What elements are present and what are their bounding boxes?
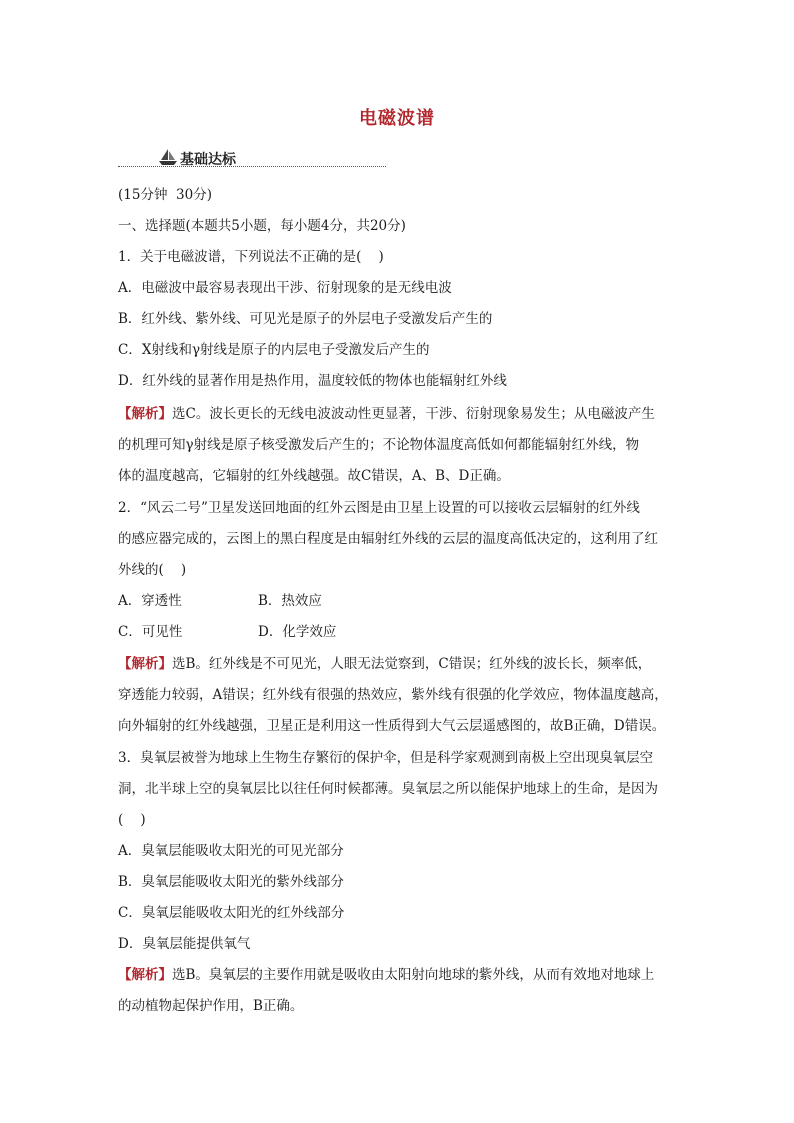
q3-analysis-line: 的动植物起保护作用，B正确。 [118, 998, 304, 1014]
q2-analysis-line: 【解析】选B。红外线是不可见光，人眼无法觉察到，C错误；红外线的波长长，频率低， [118, 656, 652, 672]
q3-analysis-line: 【解析】选B。臭氧层的主要作用就是吸收由太阳射向地球的紫外线，从而有效地对地球上 [118, 967, 655, 983]
page-title: 电磁波谱 [359, 108, 435, 129]
q2-option-b: B．热效应 [258, 593, 322, 609]
q2-stem-line: 外线的( ) [118, 562, 187, 578]
q2-stem-line: 2．“风云二号”卫星发送回地面的红外云图是由卫星上设置的可以接收云层辐射的红外线 [118, 500, 640, 516]
q1-analysis-line: 的机理可知γ射线是原子核受激发后产生的；不论物体温度高低如何都能辐射红外线，物 [118, 437, 640, 453]
q2-stem-line: 的感应器完成的，云图上的黑白程度是由辐射红外线的云层的温度高低决定的，这利用了红 [118, 531, 658, 547]
q2-option-a: A．穿透性 [118, 593, 182, 609]
q1-analysis-line: 体的温度越高，它辐射的红外线越强。故C错误，A、B、D正确。 [118, 468, 510, 484]
q1-analysis-line: 【解析】选C。波长更长的无线电波波动性更显著，干涉、衍射现象易发生；从电磁波产生 [118, 406, 655, 422]
q1-option-b: B．红外线、紫外线、可见光是原子的外层电子受激发后产生的 [118, 311, 493, 327]
q3-option-a: A．臭氧层能吸收太阳光的可见光部分 [118, 843, 344, 859]
analysis-tag: 【解析】 [118, 406, 172, 422]
dotted-divider [118, 166, 386, 167]
q2-analysis-line: 穿透能力较弱，A错误；红外线有很强的热效应，紫外线有很强的化学效应，物体温度越高， [118, 687, 668, 703]
part-heading: 一、选择题(本题共5小题，每小题4分，共20分) [118, 218, 406, 234]
q1-option-a: A．电磁波中最容易表现出干涉、衍射现象的是无线电波 [118, 280, 452, 296]
q2-option-c: C．可见性 [118, 624, 183, 640]
q3-option-d: D．臭氧层能提供氧气 [118, 936, 251, 952]
q2-option-d: D．化学效应 [258, 624, 337, 640]
q3-stem-line: 洞，北半球上空的臭氧层比以往任何时候都薄。臭氧层之所以能保护地球上的生命，是因为 [118, 781, 658, 797]
analysis-tag: 【解析】 [118, 656, 172, 672]
q2-option-row [118, 592, 322, 610]
q3-stem-line: 3．臭氧层被誉为地球上生物生存繁衍的保护伞，但是科学家观测到南极上空出现臭氧层空 [118, 750, 654, 766]
q1-stem: 1．关于电磁波谱，下列说法不正确的是( ) [118, 249, 384, 265]
section-header [118, 146, 386, 170]
q1-option-c: C．X射线和γ射线是原子的内层电子受激发后产生的 [118, 342, 430, 358]
q2-option-row [118, 623, 337, 641]
sailboat-icon [158, 148, 178, 166]
section-label: 基础达标 [180, 152, 236, 168]
analysis-tag: 【解析】 [118, 967, 172, 983]
q3-stem-line: ( ) [118, 812, 146, 828]
q3-option-b: B．臭氧层能吸收太阳光的紫外线部分 [118, 874, 344, 890]
q1-option-d: D．红外线的显著作用是热作用，温度较低的物体也能辐射红外线 [118, 373, 507, 389]
q3-option-c: C．臭氧层能吸收太阳光的红外线部分 [118, 905, 345, 921]
time-score-meta: (15分钟 30分) [118, 187, 212, 203]
q2-analysis-line: 向外辐射的红外线越强，卫星正是利用这一性质得到大气云层遥感图的，故B正确，D错误。 [118, 718, 666, 734]
